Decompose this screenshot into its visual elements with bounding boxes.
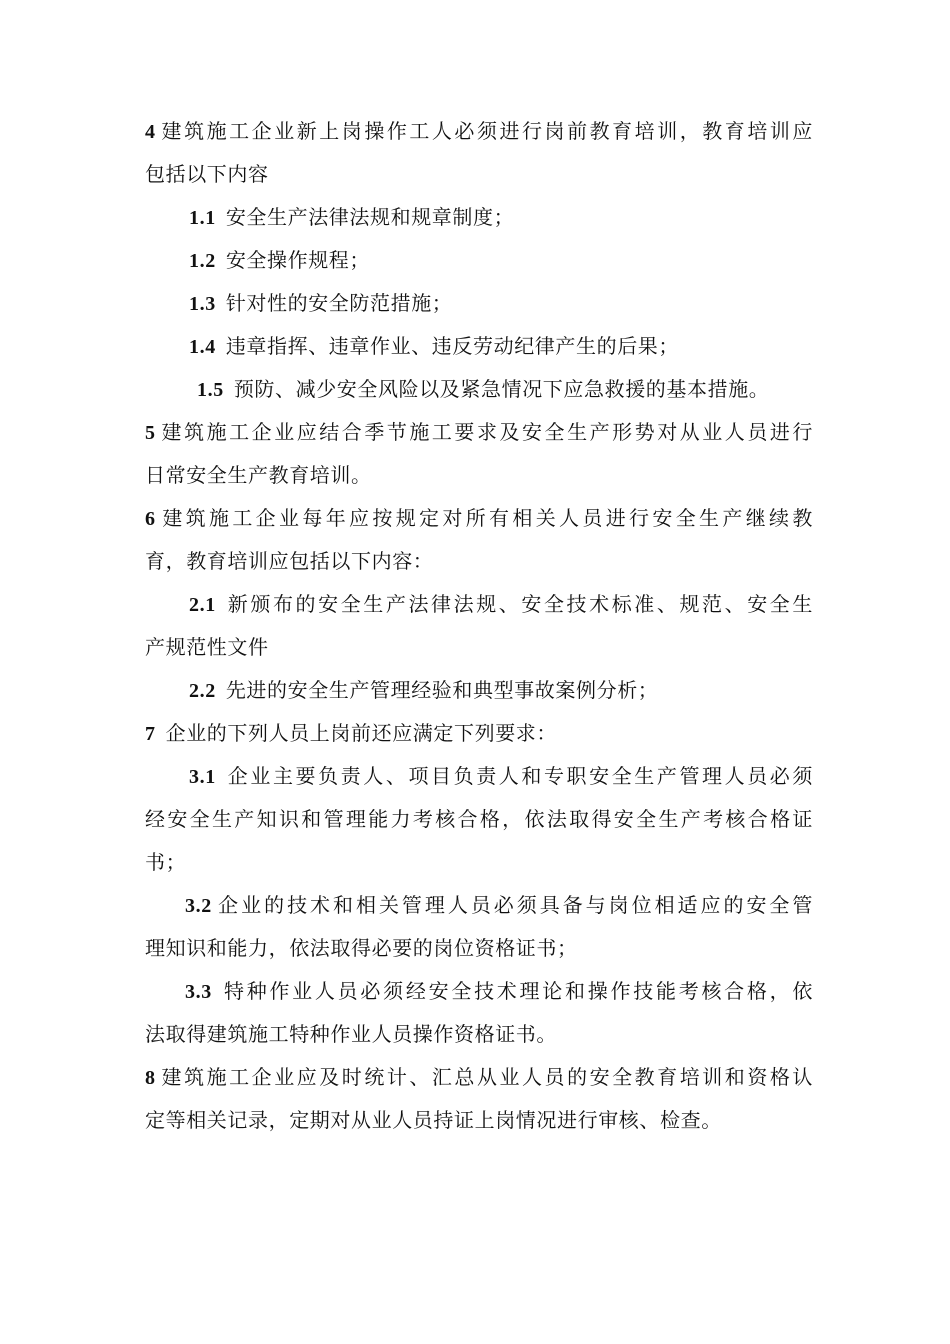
paragraph-6-line-1: [145, 497, 813, 540]
item-number: 3.1: [189, 766, 216, 788]
paragraph-text: 企业的下列人员上岗前还应满定下列要求：: [165, 721, 558, 745]
paragraph-text: 定等相关记录，定期对从业人员持证上岗情况进行审核、检查。: [145, 1108, 722, 1132]
paragraph-text: 建筑施工企业每年应按规定对所有相关人员进行安全生产继续教: [159, 506, 813, 530]
paragraph-text: 日常安全生产教育培训。: [145, 463, 372, 487]
item-number: 1.5: [197, 379, 224, 401]
paragraph-text: 育，教育培训应包括以下内容：: [145, 549, 434, 573]
paragraph-8-line-1: [145, 1056, 813, 1099]
subitem-text: 针对性的安全防范措施；: [225, 291, 453, 315]
item-number: 1.2: [189, 250, 216, 272]
subitem-text: 产规范性文件: [145, 635, 269, 659]
subitem-1-1: [145, 196, 813, 239]
item-number: 3.2: [185, 895, 212, 917]
item-number: 3.3: [185, 981, 212, 1003]
subitem-text: 经安全生产知识和管理能力考核合格，依法取得安全生产考核合格证: [145, 807, 813, 831]
subitem-3-2-line-2: [145, 927, 813, 970]
subitem-1-2: [145, 239, 813, 282]
item-number: 1.3: [189, 293, 216, 315]
subitem-1-3: [145, 282, 813, 325]
item-number: 1.4: [189, 336, 216, 358]
subitem-text: 法取得建筑施工特种作业人员操作资格证书。: [145, 1022, 557, 1046]
subitem-text: 先进的安全生产管理经验和典型事故案例分析；: [225, 678, 659, 702]
paragraph-8-line-2: [145, 1099, 813, 1142]
paragraph-text: 建筑施工企业应结合季节施工要求及安全生产形势对从业人员进行: [159, 420, 813, 444]
subitem-text: 书；: [145, 850, 187, 874]
document-body: [145, 110, 813, 1142]
subitem-1-4: [145, 325, 813, 368]
paragraph-5-line-1: [145, 411, 813, 454]
subitem-2-1-line-1: [145, 583, 813, 626]
subitem-text: 安全操作规程；: [225, 248, 371, 272]
item-number: 1.1: [189, 207, 216, 229]
item-number: 8: [145, 1067, 156, 1089]
paragraph-4-line-2: [145, 153, 813, 196]
item-number: 4: [145, 121, 156, 143]
subitem-2-2: [145, 669, 813, 712]
paragraph-text: 建筑施工企业新上岗操作工人必须进行岗前教育培训，教育培训应: [159, 119, 813, 143]
subitem-3-1-line-3: [145, 841, 813, 884]
subitem-1-5: [145, 368, 813, 411]
paragraph-4-line-1: [145, 110, 813, 153]
subitem-text: 企业主要负责人、项目负责人和专职安全生产管理人员必须: [225, 764, 813, 788]
subitem-text: 理知识和能力，依法取得必要的岗位资格证书；: [145, 936, 578, 960]
paragraph-text: 包括以下内容: [145, 162, 269, 186]
item-number: 5: [145, 422, 156, 444]
item-number: 6: [145, 508, 156, 530]
subitem-text: 预防、减少安全风险以及紧急情况下应急救援的基本措施。: [233, 377, 770, 401]
subitem-3-1-line-1: [145, 755, 813, 798]
paragraph-7: [145, 712, 813, 755]
item-number: 2.2: [189, 680, 216, 702]
subitem-text: 企业的技术和相关管理人员必须具备与岗位相适应的安全管: [215, 893, 813, 917]
paragraph-text: 建筑施工企业应及时统计、汇总从业人员的安全教育培训和资格认: [159, 1065, 813, 1089]
subitem-text: 违章指挥、违章作业、违反劳动纪律产生的后果；: [225, 334, 680, 358]
subitem-2-1-line-2: [145, 626, 813, 669]
subitem-3-3-line-1: [145, 970, 813, 1013]
subitem-text: 安全生产法律法规和规章制度；: [225, 205, 515, 229]
subitem-3-3-line-2: [145, 1013, 813, 1056]
item-number: 7: [145, 723, 156, 745]
subitem-text: 特种作业人员必须经安全技术理论和操作技能考核合格，依: [221, 979, 813, 1003]
subitem-3-1-line-2: [145, 798, 813, 841]
subitem-3-2-line-1: [145, 884, 813, 927]
item-number: 2.1: [189, 594, 216, 616]
subitem-text: 新颁布的安全生产法律法规、安全技术标准、规范、安全生: [225, 592, 813, 616]
paragraph-6-line-2: [145, 540, 813, 583]
paragraph-5-line-2: [145, 454, 813, 497]
